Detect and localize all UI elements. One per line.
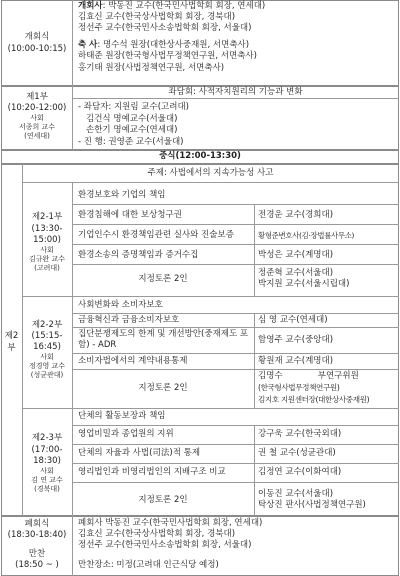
congrats-1: : 명수석 원장(대한상사중재원, 서면축사) bbox=[97, 40, 250, 50]
sub3-topic-3: 영리법인과 비영리법인의 지배구조 비교 bbox=[78, 467, 226, 477]
session1-line-1: - 좌담자: 지원림 교수(고려대) bbox=[78, 102, 189, 112]
part2-label: 제2부 bbox=[4, 331, 19, 353]
sub1-topic-2: 기업인수시 환경책임관련 실사와 진술보증 bbox=[78, 230, 234, 240]
sub2-row-rule-2 bbox=[72, 353, 399, 354]
sub1-chair: 김규완 교수 bbox=[28, 255, 66, 263]
lunch-label: 중식(12:00-13:30) bbox=[159, 151, 241, 161]
sub3-presenter-2: 권 철 교수(성균관대) bbox=[258, 448, 336, 458]
sub3-row-rule-2 bbox=[72, 463, 399, 464]
opening-line-4 bbox=[78, 40, 249, 51]
session1-line-2: 김건식 명예교수(서울대) bbox=[86, 114, 178, 124]
dinner-label: 만찬 bbox=[28, 549, 46, 559]
sub2-presenter-4c: 김지호 지원센터장(대한상사중재원) bbox=[258, 395, 370, 404]
sub1-chair-aff: (고려대) bbox=[34, 264, 60, 272]
sub1-label: 제2-1부 bbox=[31, 212, 63, 222]
sub2-header: 사회변화와 소비자보호 bbox=[78, 300, 163, 310]
sub2-topic-3: 소비자법에서의 계약내용통제 bbox=[78, 356, 188, 366]
session1-label: 제1부 bbox=[26, 92, 48, 102]
sub3-presenter-1: 강구욱 교수(한국외대) bbox=[258, 429, 342, 439]
opening-speech-1: : 박동진 교수(한국민사법학회 회장, 연세대) bbox=[102, 1, 266, 11]
closing-time: (18:30-18:40) bbox=[7, 530, 67, 540]
sub3-topic-4: 지정토론 2인 bbox=[138, 495, 188, 505]
sub1-presenter-4a: 정준혁 교수(서울대) bbox=[258, 268, 334, 278]
sub3-topic-2: 단체의 자율과 사법(司法)적 통제 bbox=[78, 448, 201, 458]
sub2-time-2: 16:45) bbox=[33, 342, 61, 352]
sub2-presenter-4b: (한국형사법무정책연구원) bbox=[258, 383, 340, 392]
sub3-presenter-3: 김정연 교수(이화여대) bbox=[258, 467, 342, 477]
sub1-row-rule-1 bbox=[72, 224, 399, 225]
sub3-label: 제2-3부 bbox=[31, 433, 63, 443]
sub3-topic-1: 영업비밀과 종업원의 지위 bbox=[78, 429, 174, 439]
sub3-chair-aff: (경북대) bbox=[34, 485, 60, 493]
part2-sub-divider bbox=[72, 182, 73, 516]
part2-theme: 주제: 사법에서의 지속가능성 사고 bbox=[147, 168, 274, 178]
opening-line-2: 김효신 교수(한국상사법학회 회장, 경북대) bbox=[78, 12, 236, 22]
sub2-end-rule bbox=[22, 408, 399, 409]
sub1-chair-role: 사회 bbox=[40, 246, 54, 254]
sub2-chair: 정경영 교수 bbox=[28, 362, 66, 370]
sub2-topic-4: 지정토론 2인 bbox=[138, 383, 188, 393]
session1-chair-role: 사회 bbox=[30, 114, 44, 122]
sub2-presenter-4a: 김명수 부연구위원 bbox=[258, 371, 359, 381]
sub2-topic-1: 금융혁신과 금융소비자보호 bbox=[78, 315, 180, 325]
sub1-row-rule-3 bbox=[72, 264, 399, 265]
sub2-presenter-3: 황원재 교수(계명대) bbox=[258, 356, 334, 366]
opening-line-6: 홍기태 원장(사법정책연구원, 서면축사) bbox=[78, 63, 225, 73]
sub1-time-1: (13:30- bbox=[31, 224, 63, 234]
opening-time: (10:00-10:15) bbox=[7, 44, 67, 54]
sub2-row-rule-1 bbox=[72, 327, 399, 328]
sub1-header: 환경보호와 기업의 책임 bbox=[78, 190, 166, 200]
closing-line-3: 정선주 교수(한국민사소송법학회 회장, 서울대) bbox=[78, 540, 252, 550]
session1-chair: 서종희 교수 bbox=[18, 123, 56, 131]
sub1-row-rule-2 bbox=[72, 244, 399, 245]
dinner-time: (18:50 ~ ) bbox=[15, 560, 59, 570]
session1-chair-aff: (연세대) bbox=[24, 132, 50, 140]
sub2-presenter-2: 함영주 교수(중앙대) bbox=[258, 335, 334, 345]
session1-line-3: 손한기 명예교수(연세대) bbox=[86, 125, 178, 135]
sub1-topic-1: 환경침해에 대한 보상청구권 bbox=[78, 210, 182, 220]
session1-title: 좌담회: 사적자치원리의 기능과 변화 bbox=[168, 87, 303, 97]
opening-divider bbox=[72, 0, 73, 86]
session1-title-rule bbox=[72, 98, 399, 99]
sub3-chair-role: 사회 bbox=[40, 467, 54, 475]
sub2-presenter-1: 심 영 교수(연세대) bbox=[258, 315, 328, 325]
sub3-time-2: 18:30) bbox=[33, 456, 61, 466]
session1-time: (10:20-12:00) bbox=[7, 103, 67, 113]
sub3-chair: 김 연 교수 bbox=[31, 476, 63, 484]
sub3-row-rule-1 bbox=[72, 444, 399, 445]
sub3-header: 단체의 활동보장과 책임 bbox=[78, 411, 166, 421]
sub1-presenter-3: 박성은 교수(계명대) bbox=[258, 250, 334, 260]
part2-presenter-divider-3 bbox=[254, 425, 255, 516]
opening-line-3: 정선주 교수(한국민사소송법학회 회장, 서울대) bbox=[78, 23, 252, 33]
sub1-topic-3: 환경소송의 증명책임과 증거수집 bbox=[78, 250, 199, 260]
sub1-topic-4: 지정토론 2인 bbox=[138, 274, 188, 284]
sub3-presenter-4a: 이동진 교수(서울대) bbox=[258, 489, 334, 499]
sub3-header-rule bbox=[72, 425, 399, 426]
sub2-topic-2: 집단분쟁제도의 한계 및 개선방안(중재제도 포함) - ADR bbox=[78, 329, 249, 350]
sub1-end-rule bbox=[22, 296, 399, 297]
sub3-row-rule-3 bbox=[72, 482, 399, 483]
part2-theme-rule bbox=[22, 182, 399, 183]
opening-line-1 bbox=[78, 1, 265, 12]
congrats-label: 축 사 bbox=[78, 40, 98, 50]
closing-label: 폐회식 bbox=[24, 519, 50, 529]
sub1-presenter-2: 황형준변호사(김·장법률사무소) bbox=[258, 231, 355, 240]
opening-speech-label: 개회사 bbox=[78, 1, 103, 11]
sub2-label: 제2-2부 bbox=[31, 320, 63, 330]
opening-label: 개회식 bbox=[24, 32, 50, 42]
part2-presenter-divider-1 bbox=[254, 204, 255, 296]
sub2-time-1: (15:15- bbox=[31, 331, 63, 341]
sub3-presenter-4b: 탁상진 판사(사법정책연구원) bbox=[258, 500, 366, 510]
sub2-chair-aff: (성균관대) bbox=[30, 371, 64, 379]
sub1-time-2: 15:00) bbox=[33, 235, 61, 245]
sub3-time-1: (17:00- bbox=[31, 445, 63, 455]
sub2-header-rule bbox=[72, 313, 399, 314]
sub2-row-rule-3 bbox=[72, 369, 399, 370]
sub1-presenter-4b: 박지원 교수(서울시립대) bbox=[258, 279, 350, 289]
sub2-chair-role: 사회 bbox=[40, 353, 54, 361]
session1-line-4: - 진 행: 권영준 교수(서울대) bbox=[78, 137, 184, 147]
opening-line-5: 하태준 원장(한국형사법무정책연구원, 서면축사) bbox=[78, 51, 257, 61]
closing-line-1: 폐회사 박동진 교수(한국민사법학회 회장, 연세대) bbox=[78, 518, 263, 528]
closing-line-4: 만찬장소: 미정(고려대 인근식당 예정) bbox=[78, 560, 219, 570]
sub1-presenter-1: 전경운 교수(경희대) bbox=[258, 210, 334, 220]
closing-line-2: 김효신 교수(한국상사법학회 회장, 경북대) bbox=[78, 529, 236, 539]
sub1-header-rule bbox=[72, 204, 399, 205]
